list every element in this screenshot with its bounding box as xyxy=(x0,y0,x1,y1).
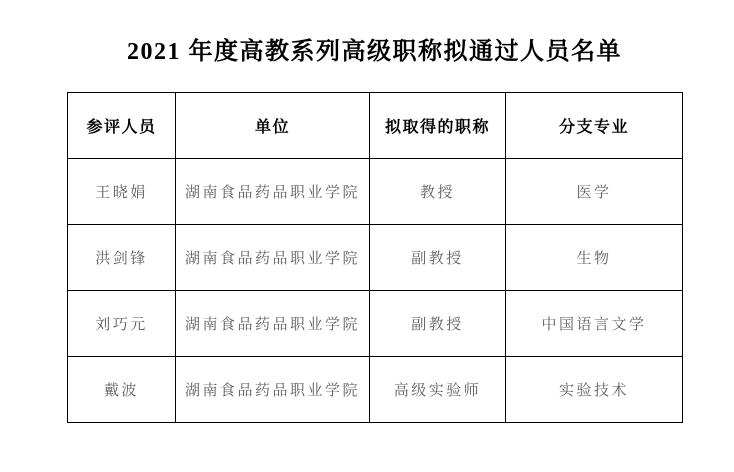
cell-person-name: 戴波 xyxy=(68,357,176,423)
page-title: 2021 年度高教系列高级职称拟通过人员名单 xyxy=(127,39,622,65)
cell-branch-major: 生物 xyxy=(506,225,683,291)
table-row xyxy=(68,225,683,291)
table-row xyxy=(68,357,683,423)
cell-person-name: 刘巧元 xyxy=(68,291,176,357)
cell-unit: 湖南食品药品职业学院 xyxy=(176,159,370,225)
personnel-table xyxy=(67,92,683,423)
cell-branch-major: 实验技术 xyxy=(506,357,683,423)
cell-proposed-title: 教授 xyxy=(370,159,506,225)
cell-proposed-title: 副教授 xyxy=(370,225,506,291)
cell-unit: 湖南食品药品职业学院 xyxy=(176,291,370,357)
table-row xyxy=(68,159,683,225)
cell-proposed-title: 副教授 xyxy=(370,291,506,357)
column-header-title: 拟取得的职称 xyxy=(370,93,506,159)
cell-person-name: 王晓娟 xyxy=(68,159,176,225)
cell-unit: 湖南食品药品职业学院 xyxy=(176,357,370,423)
table-row xyxy=(68,291,683,357)
column-header-major: 分支专业 xyxy=(506,93,683,159)
cell-branch-major: 医学 xyxy=(506,159,683,225)
cell-person-name: 洪剑锋 xyxy=(68,225,176,291)
column-header-participant: 参评人员 xyxy=(68,93,176,159)
cell-unit: 湖南食品药品职业学院 xyxy=(176,225,370,291)
cell-branch-major: 中国语言文学 xyxy=(506,291,683,357)
column-header-unit: 单位 xyxy=(176,93,370,159)
header-row xyxy=(68,93,683,159)
cell-proposed-title: 高级实验师 xyxy=(370,357,506,423)
